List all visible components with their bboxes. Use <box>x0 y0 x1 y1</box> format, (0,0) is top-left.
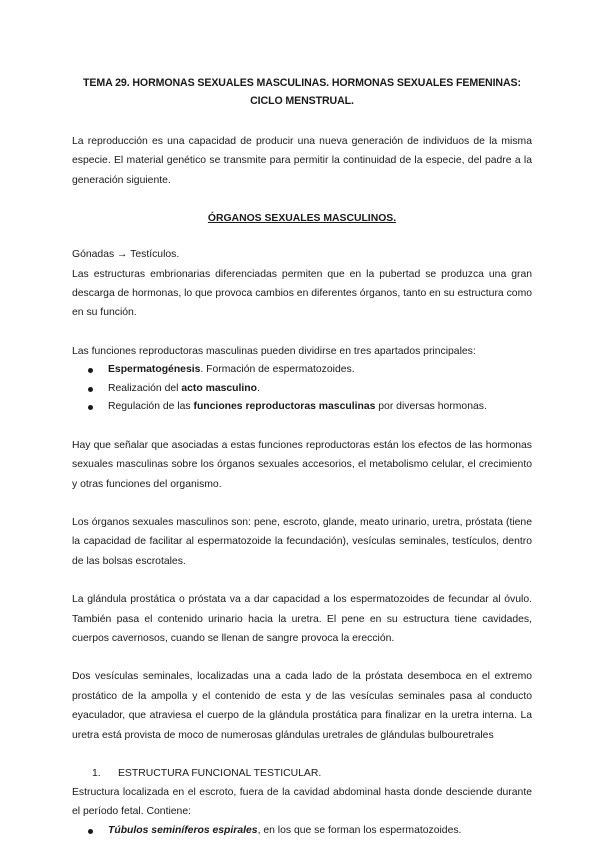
bullet-icon <box>88 368 93 373</box>
list-title: ESTRUCTURA FUNCIONAL TESTICULAR. <box>118 768 322 780</box>
efectos-paragraph: Hay que señalar que asociadas a estas funciones reproductoras están los efectos de las hormonas sexuales masculinas sobre los órganos sexuales accesorios, el metabolismo celular, el crecimiento y otras funciones del organismo. <box>72 439 532 490</box>
intro-paragraph: La reproducción es una capacidad de producir una nueva generación de individuos de la misma especie. El material genético se transmite para permitir la continuidad de la especie, del padre a la generación siguiente. <box>72 136 532 186</box>
estructura-list <box>72 822 532 841</box>
list-item: Realización del acto masculino. <box>88 380 532 399</box>
gonadas-paragraph: Las estructuras embrionarias diferenciadas permiten que en la pubertad se produzca una gran descarga de hormonas, lo que provoca cambios en diferentes órganos, tanto en su estructura como en su función. <box>72 268 532 319</box>
funciones-list <box>72 361 532 417</box>
list-item: Espermatogénesis. Formación de espermatozoides. <box>88 361 532 380</box>
list-number: 1. <box>92 768 101 780</box>
prostata-paragraph: La glándula prostática o próstata va a dar capacidad a los espermatozoides de fecundar al óvulo. También pasa el contenido urinario hacia la uretra. El pene en su estructura tiene cavidades, cuerpos cavernosos, cuando se llenan de sangre provoca la erección. <box>72 594 532 644</box>
numbered-heading <box>72 764 532 783</box>
estructura-paragraph: Estructura localizada en el escroto, fuera de la cavidad abdominal hasta donde desciende durante el período fetal. Contiene: <box>72 787 532 818</box>
vesiculas-paragraph: Dos vesículas seminales, localizadas una a cada lado de la próstata desemboca en el extremo prostático de la ampolla y el contenido de esta y de las vesículas seminales pasa al conducto eyaculador, que atraviesa el cuerpo de la glándula prostática para finalizar en la uretra interna. La uretra está provista de moco de numerosas glándulas uretrales de glándulas bulbouretrales <box>72 671 532 741</box>
section-heading: ÓRGANOS SEXUALES MASCULINOS. <box>207 213 397 225</box>
list-item: Túbulos seminíferos espirales, en los que se forman los espermatozoides. <box>88 822 532 841</box>
bullet-icon <box>88 387 93 392</box>
list-item: Regulación de las funciones reproductoras masculinas por diversas hormonas. <box>88 398 532 417</box>
bullet-icon <box>88 829 93 834</box>
organos-paragraph: Los órganos sexuales masculinos son: pene, escroto, glande, meato urinario, uretra, próstata (tiene la capacidad de facilitar al espermatozoide la fecundación), vesículas seminales, testículos, dentro de las bolsas escrotales. <box>72 516 532 567</box>
bullet-icon <box>88 405 93 410</box>
gonadas-line: Gónadas → Testículos. <box>72 249 180 261</box>
funciones-paragraph: Las funciones reproductoras masculinas pueden dividirse en tres apartados principales: <box>72 345 476 357</box>
document-title: TEMA 29. HORMONAS SEXUALES MASCULINAS. HORMONAS SEXUALES FEMENINAS: CICLO MENSTRUAL. <box>83 77 521 107</box>
